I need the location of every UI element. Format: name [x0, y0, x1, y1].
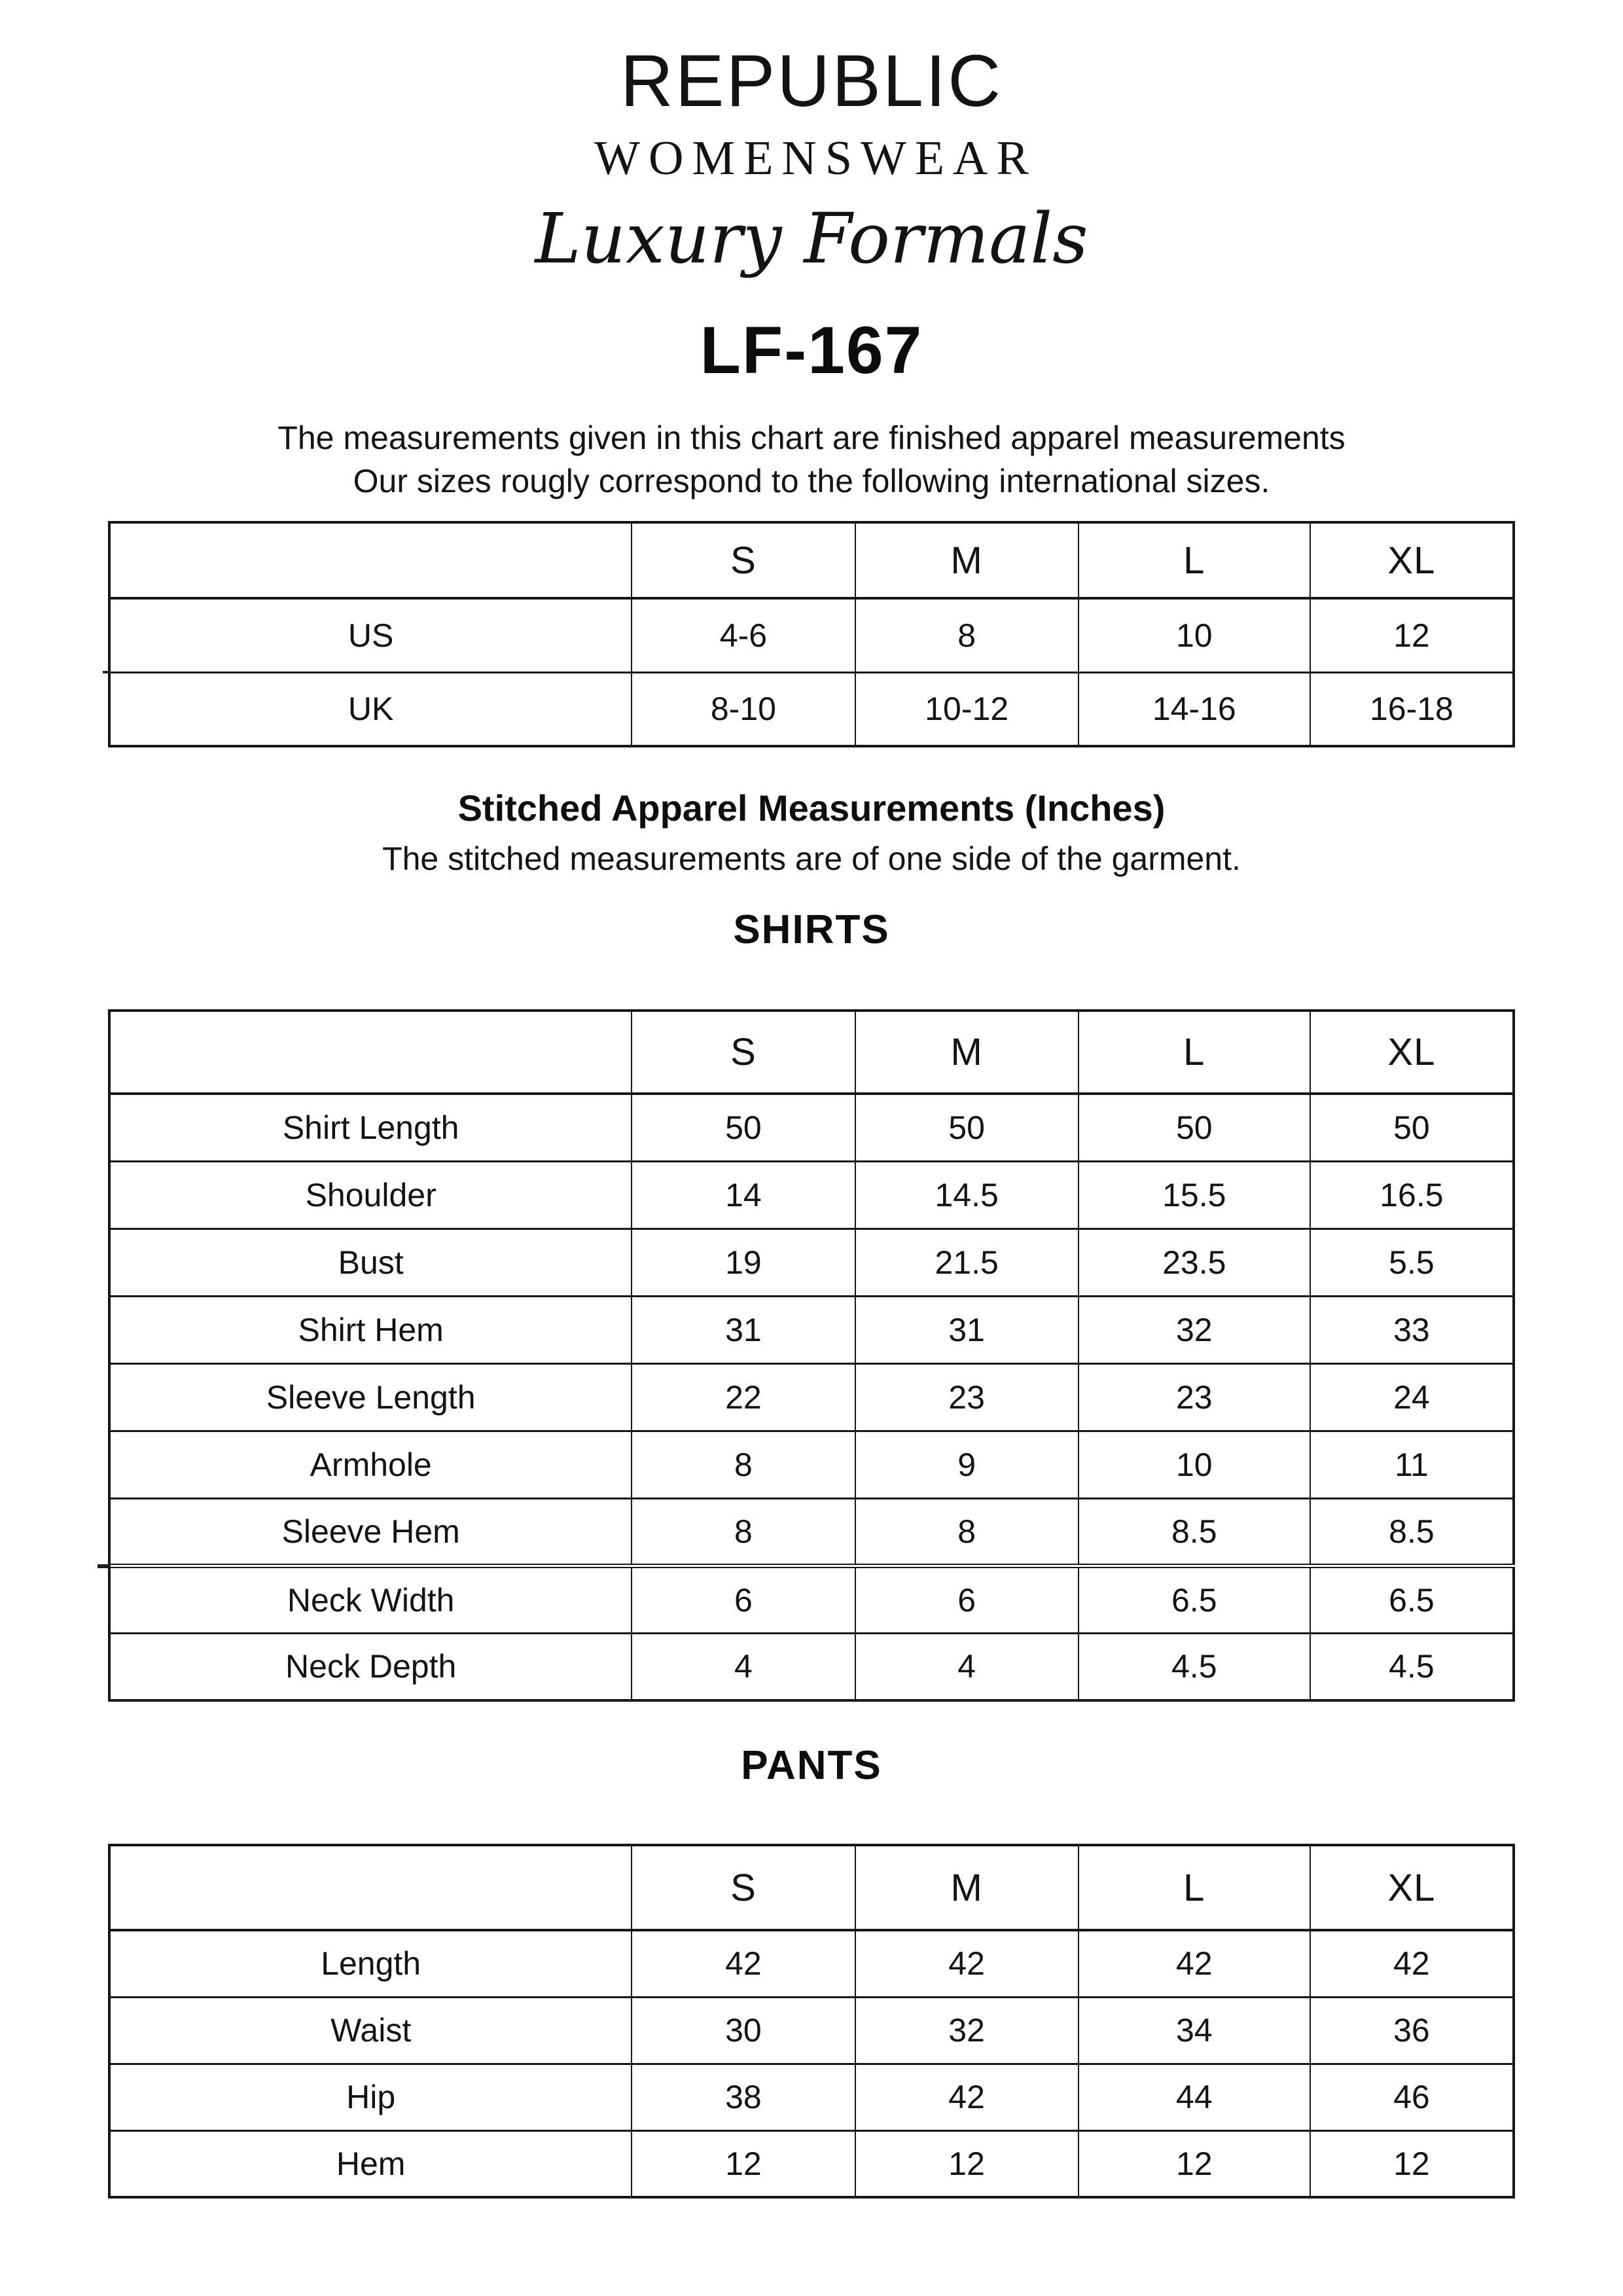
shirts-measurements-table: [108, 1009, 1515, 1702]
cell-value: 8: [855, 1498, 1079, 1566]
cell-value: 8-10: [632, 672, 855, 746]
international-sizes-table: [108, 521, 1515, 747]
table-row-armhole: [109, 1431, 1514, 1498]
col-header-s: S: [632, 1011, 855, 1094]
col-header-l: L: [1079, 522, 1310, 598]
table-row-shirt-hem: [109, 1296, 1514, 1363]
row-label: Length: [109, 1930, 632, 1997]
cell-value: 6.5: [1079, 1566, 1310, 1633]
cell-value: 8: [632, 1431, 855, 1498]
row-label: Sleeve Hem: [109, 1498, 632, 1566]
col-header-xl: XL: [1310, 1011, 1514, 1094]
cell-value: 23: [855, 1363, 1079, 1431]
cell-value: 16.5: [1310, 1161, 1514, 1229]
cell-value: 32: [1079, 1296, 1310, 1363]
cell-value: 32: [855, 1997, 1079, 2064]
cell-value: 50: [1310, 1094, 1514, 1161]
row-label: Waist: [109, 1997, 632, 2064]
cell-value: 42: [632, 1930, 855, 1997]
table-row-hip: [109, 2064, 1514, 2130]
cell-value: 42: [1079, 1930, 1310, 1997]
intro-line-2: Our sizes rougly correspond to the following international sizes.: [353, 463, 1270, 500]
cell-value: 4: [855, 1633, 1079, 1700]
cell-value: 22: [632, 1363, 855, 1431]
table-row-sleeve-length: [109, 1363, 1514, 1431]
cell-value: 8.5: [1079, 1498, 1310, 1566]
cell-value: 24: [1310, 1363, 1514, 1431]
cell-value: 50: [855, 1094, 1079, 1161]
table-row-hem: [109, 2130, 1514, 2197]
row-label: Bust: [109, 1229, 632, 1296]
cell-value: 31: [855, 1296, 1079, 1363]
corner-cell: [109, 1011, 632, 1094]
cell-value: 14: [632, 1161, 855, 1229]
cell-value: 10: [1079, 598, 1310, 672]
intro-line-1: The measurements given in this chart are finished apparel measurements: [277, 420, 1346, 457]
cell-value: 6: [855, 1566, 1079, 1633]
cell-value: 42: [855, 1930, 1079, 1997]
row-label: Shoulder: [109, 1161, 632, 1229]
cell-value: 31: [632, 1296, 855, 1363]
cell-value: 33: [1310, 1296, 1514, 1363]
stitched-section-subtitle: The stitched measurements are of one side of the garment.: [382, 840, 1241, 878]
table-row-sleeve-hem: [109, 1498, 1514, 1566]
cell-value: 42: [855, 2064, 1079, 2130]
pants-title: PANTS: [741, 1743, 882, 1789]
cell-value: 8: [632, 1498, 855, 1566]
cell-value: 6.5: [1310, 1566, 1514, 1633]
cell-value: 4.5: [1079, 1633, 1310, 1700]
shirts-title: SHIRTS: [733, 907, 890, 953]
cell-value: 19: [632, 1229, 855, 1296]
cell-value: 50: [632, 1094, 855, 1161]
cell-value: 46: [1310, 2064, 1514, 2130]
cell-value: 9: [855, 1431, 1079, 1498]
cell-value: 8: [855, 598, 1079, 672]
stitched-section-title: Stitched Apparel Measurements (Inches): [457, 787, 1166, 829]
cell-value: 15.5: [1079, 1161, 1310, 1229]
pants-measurements-table: [108, 1844, 1515, 2198]
cell-value: 4: [632, 1633, 855, 1700]
cell-value: 4-6: [632, 598, 855, 672]
table-row-us: [109, 598, 1514, 672]
intro-text: [0, 416, 1623, 503]
brand-name: REPUBLIC: [620, 40, 1003, 122]
col-header-xl: XL: [1310, 1845, 1514, 1930]
cell-value: 42: [1310, 1930, 1514, 1997]
product-code: LF-167: [700, 313, 923, 388]
cell-value: 4.5: [1310, 1633, 1514, 1700]
cell-value: 10-12: [855, 672, 1079, 746]
cell-value: 23: [1079, 1363, 1310, 1431]
table-row-neck-width: [109, 1566, 1514, 1633]
row-label: Sleeve Length: [109, 1363, 632, 1431]
col-header-l: L: [1079, 1011, 1310, 1094]
table-row-uk: [109, 672, 1514, 746]
col-header-m: M: [855, 522, 1079, 598]
cell-value: 23.5: [1079, 1229, 1310, 1296]
cell-value: 34: [1079, 1997, 1310, 2064]
table-row-bust: [109, 1229, 1514, 1296]
table-row-neck-depth: [109, 1633, 1514, 1700]
table-row-length: [109, 1930, 1514, 1997]
cell-value: 30: [632, 1997, 855, 2064]
col-header-m: M: [855, 1845, 1079, 1930]
row-label: Neck Depth: [109, 1633, 632, 1700]
row-label: Shirt Hem: [109, 1296, 632, 1363]
cell-value: 11: [1310, 1431, 1514, 1498]
cell-value: 44: [1079, 2064, 1310, 2130]
row-label: UK: [109, 672, 632, 746]
cell-value: 16-18: [1310, 672, 1514, 746]
col-header-s: S: [632, 1845, 855, 1930]
table-header-row: [109, 522, 1514, 598]
cell-value: 36: [1310, 1997, 1514, 2064]
cell-value: 12: [1079, 2130, 1310, 2197]
row-label: Hip: [109, 2064, 632, 2130]
brand-header: [0, 0, 1623, 280]
corner-cell: [109, 522, 632, 598]
cell-value: 12: [1310, 598, 1514, 672]
cell-value: 10: [1079, 1431, 1310, 1498]
table-row-waist: [109, 1997, 1514, 2064]
cell-value: 12: [1310, 2130, 1514, 2197]
col-header-xl: XL: [1310, 522, 1514, 598]
table-header-row: [109, 1011, 1514, 1094]
cell-value: 5.5: [1310, 1229, 1514, 1296]
col-header-m: M: [855, 1011, 1079, 1094]
row-label: US: [109, 598, 632, 672]
brand-tagline: Luxury Formals: [535, 198, 1088, 279]
table-row-shoulder: [109, 1161, 1514, 1229]
row-label: Shirt Length: [109, 1094, 632, 1161]
brand-subtitle: WOMENSWEAR: [594, 131, 1037, 185]
cell-value: 12: [855, 2130, 1079, 2197]
corner-cell: [109, 1845, 632, 1930]
row-label: Hem: [109, 2130, 632, 2197]
cell-value: 14-16: [1079, 672, 1310, 746]
table-header-row: [109, 1845, 1514, 1930]
row-label: Neck Width: [109, 1566, 632, 1633]
col-header-s: S: [632, 522, 855, 598]
row-label: Armhole: [109, 1431, 632, 1498]
cell-value: 6: [632, 1566, 855, 1633]
cell-value: 38: [632, 2064, 855, 2130]
cell-value: 50: [1079, 1094, 1310, 1161]
cell-value: 21.5: [855, 1229, 1079, 1296]
cell-value: 14.5: [855, 1161, 1079, 1229]
table-row-shirt-length: [109, 1094, 1514, 1161]
col-header-l: L: [1079, 1845, 1310, 1930]
cell-value: 12: [632, 2130, 855, 2197]
cell-value: 8.5: [1310, 1498, 1514, 1566]
